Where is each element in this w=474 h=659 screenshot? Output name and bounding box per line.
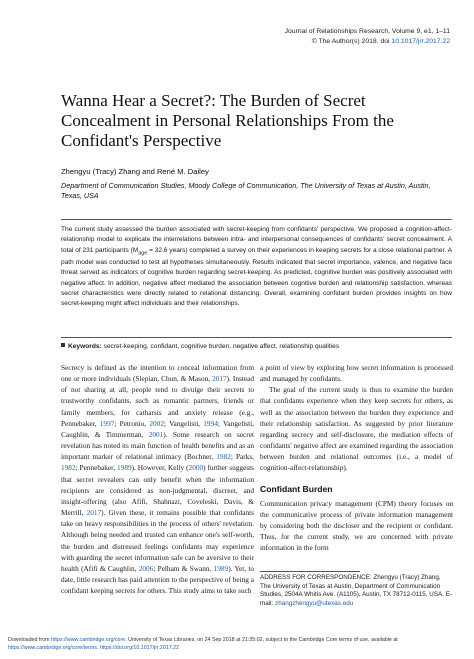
citation-link[interactable]: 1997	[99, 418, 115, 428]
citation-link[interactable]: 2000	[188, 463, 204, 473]
citation-link[interactable]: 1989	[213, 563, 229, 573]
abstract-text-1: The current study assessed the burden associated with secret-keeping from confidants' perspective. We proposed a cognition-affect-relationship model to explicate the interrelations between intra- and interpersonal consequences of confidants' secret concealment. A total of 231 participants (M	[61, 226, 452, 254]
footer-line-1: Downloaded from https://www.cambridge.org/core. University of Texas Libraries, on 24 Sep 2018 at 21:35:02, subject to the Cambridge Core terms of use, available at	[8, 637, 398, 643]
footer-line-2: https://www.cambridge.org/core/terms. https://doi.org/10.1017/jrr.2017.22	[8, 644, 180, 651]
article-title: Wanna Hear a Secret?: The Burden of Secret Concealment in Personal Relationships From the Confidant's Perspective	[61, 91, 394, 150]
doi-link[interactable]: 10.1017/jrr.2017.22	[391, 37, 450, 45]
author-list: Zhengyu (Tracy) Zhang and René M. Dailey	[61, 167, 209, 176]
copyright-text: © The Author(s) 2018. doi	[311, 37, 390, 45]
journal-header	[190, 27, 450, 46]
keywords-line	[61, 343, 339, 350]
author-affiliation: Department of Communication Studies, Moody College of Communication, The University of Texas at Austin, Austin, Texas, USA	[61, 181, 431, 200]
journal-citation: Journal of Relationships Research, Volume 9, e1, 1–11	[284, 28, 450, 35]
body-column-right	[260, 362, 453, 554]
citation-link[interactable]: 2001	[148, 429, 164, 439]
correspondence-footnote	[260, 574, 453, 609]
keywords-bullet-icon	[61, 343, 65, 347]
citation-link[interactable]: 1982	[61, 463, 76, 473]
keywords-label: Keywords:	[68, 343, 102, 350]
download-footer	[8, 637, 468, 652]
footnote-rule	[260, 571, 360, 572]
abstract-bottom-rule	[61, 337, 452, 338]
footer-doi-link[interactable]: https://doi.org/10.1017/jrr.2017.22	[99, 644, 180, 651]
citation-link[interactable]: 1994	[203, 418, 218, 428]
body-paragraph: a point of view by exploring how secret information is processed and managed by confidants.	[260, 363, 453, 384]
body-paragraph: Communication privacy management (CPM) theory focuses on the communicative process of private information management by considering both the discloser and the recipient or confidant. Thus, for the current study, we are concerned with private information in the form	[260, 498, 453, 553]
abstract-text-2: = 32.6 years) completed a survey on their experiences in keeping secrets for a close relational partner. A path model was conducted to test all hypotheses simultaneously. Results indicated that secret importance, valence, and negative face threat served as indicators of cognitive burden regarding secret-keeping. As predicted, cognitive burden was positively associated with negative affect. In addition, negative affect mediated the association between cognitive burden and relationship satisfaction, whereas secret characteristics were directly related to relational distancing. Overall, examining confidant burden provides insights on how secret-keeping might affect individuals and their relationships.	[61, 246, 452, 308]
correspondence-text: ADDRESS FOR CORRESPONDENCE: Zhengyu (Tracy) Zhang, The University of Texas at Austin, Department of Communication Studies, 2504A Whitis Ave. (A1105), Austin, TX 78712-0115, USA. E-mail:	[260, 574, 453, 608]
citation-link[interactable]: 2002	[149, 418, 164, 428]
keywords-text: secret-keeping, confidant, cognitive burden, negative affect, relationship qualities	[103, 343, 340, 350]
citation-link[interactable]: 2017	[86, 508, 102, 518]
citation-link[interactable]: 1989	[117, 463, 132, 473]
copyright-doi-line	[190, 37, 450, 47]
abstract-subscript: age	[138, 249, 148, 256]
body-column-left	[61, 362, 254, 596]
body-paragraph: The goal of the current study is thus to examine the burden that confidants experience when they keep secrets for others, as well as the association between the burden they experience and their relationship satisfaction. As suggested by prior literature regarding secrecy and self-disclosure, the mediation effects of confidants' negative affect are examined regarding the association between burden and relational outcomes (i.e., a model of cognition-affect-relationship).	[260, 385, 453, 473]
section-heading: Confidant Burden	[260, 483, 333, 494]
citation-link[interactable]: 2006	[138, 563, 154, 573]
citation-link[interactable]: 2017	[212, 374, 227, 384]
intro-paragraph: Secrecy is defined as the intention to conceal information from one or more individuals (Slepian, Chun, & Mason, 2017). Instead of not sharing at all, people tend to divulge their secrets to trustworthy confidants, such as romantic partners, friends or family members, for catharsis and anxiety release (e.g., Pennebaker, 1997; Petronio, 2002; Vangelisti, 1994; Vangelisti, Caughlin, & Timmerman, 2001). Some research on secret revelation has noted its main function of health benefits and as an important marker of relational intimacy (Bochner, 1982; Parks, 1982; Pennebaker, 1989). However, Kelly (2000) further suggests that secret revealers can only benefit when the information recipients are considered as non-judgmental, discreet, and insight-offering (also Afifi, Shahnazi, Coveleski, Davis, & Merrill, 2017). Given these, it remains possible that confidants take on heavy responsibilities in the process of others' revelation. Although being needed and trusted can enhance one's self-worth, the burden and distressed feelings confidants may experience with guarding the secret information safe can be aversive to their health (Afifi & Caughlin, 2006; Pelham & Swann, 1989). Yet, to date, little research has paid attention to the perspective of being a confidant keeping secrets for others. This study aims to take such	[61, 363, 254, 596]
citation-link[interactable]: 1982	[216, 452, 231, 462]
correspondence-email-link[interactable]: zhangzhengyu@utexas.edu	[275, 600, 354, 608]
cambridge-core-link[interactable]: https://www.cambridge.org/core	[51, 637, 126, 643]
abstract	[61, 225, 452, 310]
abstract-top-rule	[61, 219, 452, 220]
terms-link[interactable]: https://www.cambridge.org/core/terms	[8, 644, 97, 651]
